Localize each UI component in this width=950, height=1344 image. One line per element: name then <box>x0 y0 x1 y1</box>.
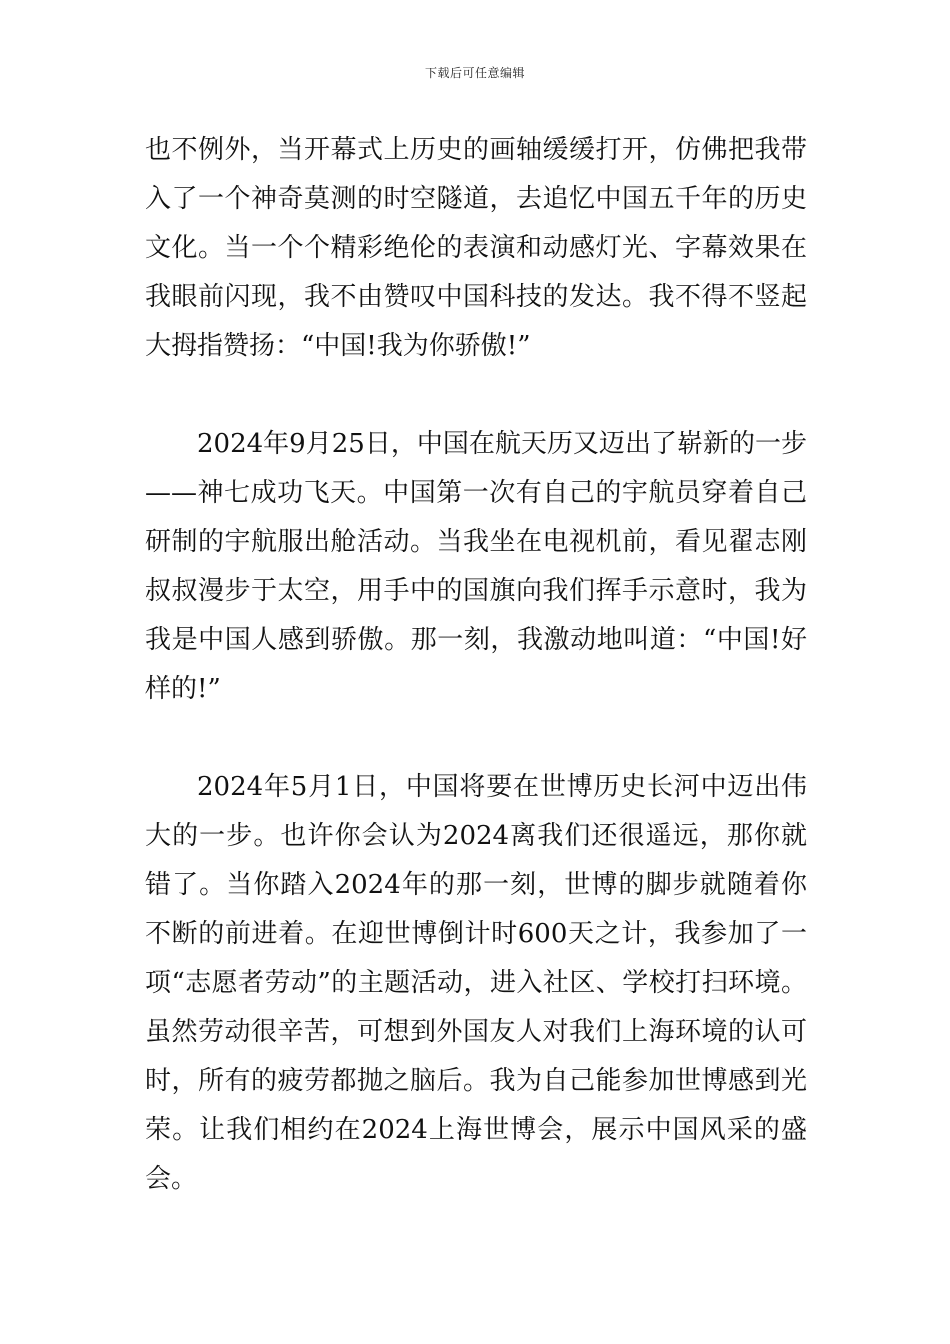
paragraph-expo: 2024年5月1日，中国将要在世博历史长河中迈出伟大的一步。也许你会认为2024离我们还很遥远，那你就错了。当你踏入2024年的那一刻，世博的脚步就随着你不断的前进着。在迎世博倒计时600天之计，我参加了一项“志愿者劳动”的主题活动，进入社区、学校打扫环境。虽然劳动很辛苦，可想到外国友人对我们上海环境的认可时，所有的疲劳都抛之脑后。我为自己能参加世博感到光荣。让我们相约在2024上海世博会，展示中国风采的盛会。 <box>145 772 807 1194</box>
document-body <box>145 126 807 1204</box>
page-header: 下载后可任意编辑 <box>424 66 525 80</box>
paragraph-shenqi: 2024年9月25日，中国在航天历又迈出了崭新的一步——神七成功飞天。中国第一次有自己的宇航员穿着自己研制的宇航服出舱活动。当我坐在电视机前，看见翟志刚叔叔漫步于太空，用手中的国旗向我们挥手示意时，我为我是中国人感到骄傲。那一刻，我激动地叫道：“中国!好样的!” <box>145 429 807 704</box>
paragraph-continuation: 也不例外，当开幕式上历史的画轴缓缓打开，仿佛把我带入了一个神奇莫测的时空隧道，去追忆中国五千年的历史文化。当一个个精彩绝伦的表演和动感灯光、字幕效果在我眼前闪现，我不由赞叹中国科技的发达。我不得不竖起大拇指赞扬：“中国!我为你骄傲!” <box>145 135 807 361</box>
